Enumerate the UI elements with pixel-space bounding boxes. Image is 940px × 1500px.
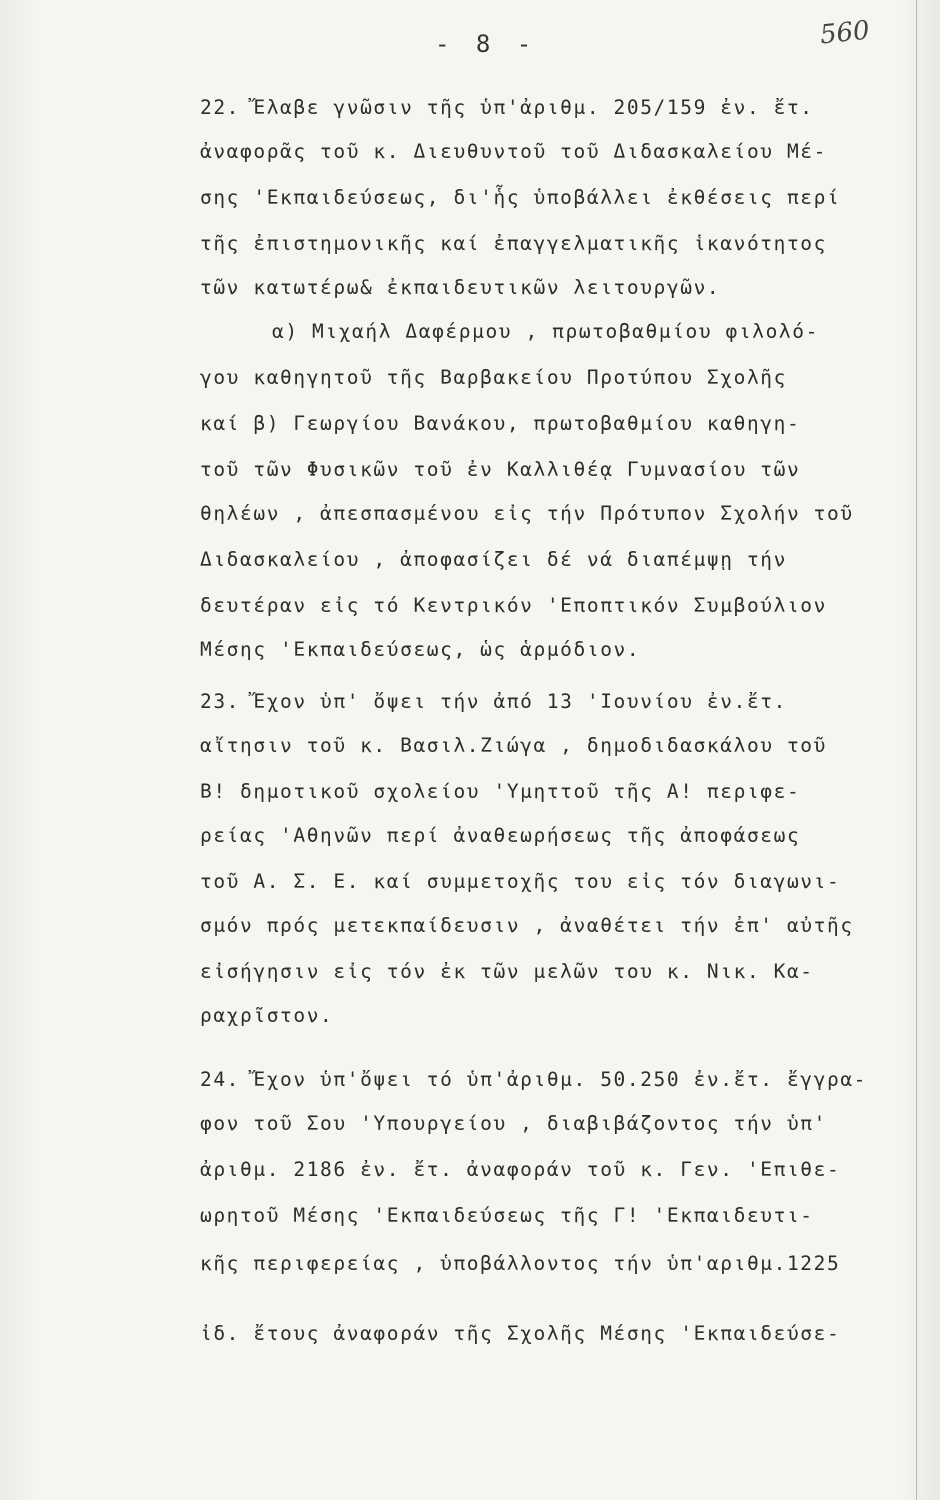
page-number: - 8 -	[435, 30, 538, 58]
text-line: γου καθηγητοῦ τῆς Βαρβακείου Προτύπου Σχολῆς	[200, 366, 787, 389]
text-line: φον τοῦ Σου 'Υπουργείου , διαβιβάζοντος τήν ὑπ'	[200, 1112, 827, 1135]
text-line: ραχρῖστον.	[200, 1004, 334, 1027]
text-line: τοῦ Α. Σ. Ε. καί συμμετοχῆς του εἰς τόν διαγωνι-	[200, 870, 841, 893]
text-line: Μέσης 'Εκπαιδεύσεως, ὡς ἁρμόδιον.	[200, 638, 641, 661]
text-line: 22. Ἔλαβε γνῶσιν τῆς ὑπ'ἀριθμ. 205/159 ἐν. ἔτ.	[200, 96, 814, 119]
text-line: 24. Ἔχον ὑπ'ὄψει τό ὑπ'ἀριθμ. 50.250 ἐν.ἔτ. ἔγγρα-	[200, 1068, 867, 1091]
text-line: δευτέραν εἰς τό Κεντρικόν 'Εποπτικόν Συμβούλιον	[200, 594, 827, 617]
text-line: ἀναφορᾶς τοῦ κ. Διευθυντοῦ τοῦ Διδασκαλείου Μέ-	[200, 140, 827, 163]
text-line: ρείας 'Αθηνῶν περί ἀναθεωρήσεως τῆς ἀποφάσεως	[200, 824, 801, 847]
text-line: τοῦ τῶν Φυσικῶν τοῦ ἐν Καλλιθέᾳ Γυμνασίου τῶν	[200, 458, 801, 481]
text-line: καί β) Γεωργίου Βανάκου, πρωτοβαθμίου καθηγη-	[200, 412, 801, 435]
text-line: α) Μιχαήλ Δαφέρμου , πρωτοβαθμίου φιλολό-	[272, 320, 819, 343]
text-line: τῆς ἐπιστημονικῆς καί ἐπαγγελματικῆς ἱκανότητος	[200, 232, 827, 255]
text-line: Β! δημοτικοῦ σχολείου 'Υμηττοῦ τῆς Α! περιφε-	[200, 780, 801, 803]
text-line: τῶν κατωτέρω& ἐκπαιδευτικῶν λειτουργῶν.	[200, 276, 721, 299]
text-line: θηλέων , ἀπεσπασμένου εἰς τήν Πρότυπον Σχολήν τοῦ	[200, 502, 854, 525]
text-line: σμόν πρός μετεκπαίδευσιν , ἀναθέτει τήν ἐπ' αὐτῆς	[200, 914, 854, 937]
text-line: αἴτησιν τοῦ κ. Βασιλ.Ζιώγα , δημοδιδασκάλου τοῦ	[200, 734, 827, 757]
archive-number: 560	[818, 15, 872, 51]
text-line: ωρητοῦ Μέσης 'Εκπαιδεύσεως τῆς Γ! 'Εκπαιδευτι-	[200, 1204, 814, 1227]
text-line: σης 'Εκπαιδεύσεως, δι'ἧς ὑποβάλλει ἐκθέσεις περί	[200, 186, 841, 209]
text-line: Διδασκαλείου , ἀποφασίζει δέ νά διαπέμψῃ τήν	[200, 548, 787, 571]
text-line: ἰδ. ἔτους ἀναφοράν τῆς Σχολῆς Μέσης 'Εκπαιδεύσε-	[200, 1322, 841, 1345]
text-line: ἀριθμ. 2186 ἐν. ἔτ. ἀναφοράν τοῦ κ. Γεν. 'Επιθε-	[200, 1158, 841, 1181]
text-line: εἰσήγησιν εἰς τόν ἐκ τῶν μελῶν του κ. Νικ. Κα-	[200, 960, 814, 983]
text-line: 23. Ἔχον ὑπ' ὄψει τήν ἀπό 13 'Ιουνίου ἐν.ἔτ.	[200, 690, 787, 713]
text-line: κῆς περιφερείας , ὑποβάλλοντος τήν ὑπ'αριθμ.1225	[200, 1252, 841, 1275]
